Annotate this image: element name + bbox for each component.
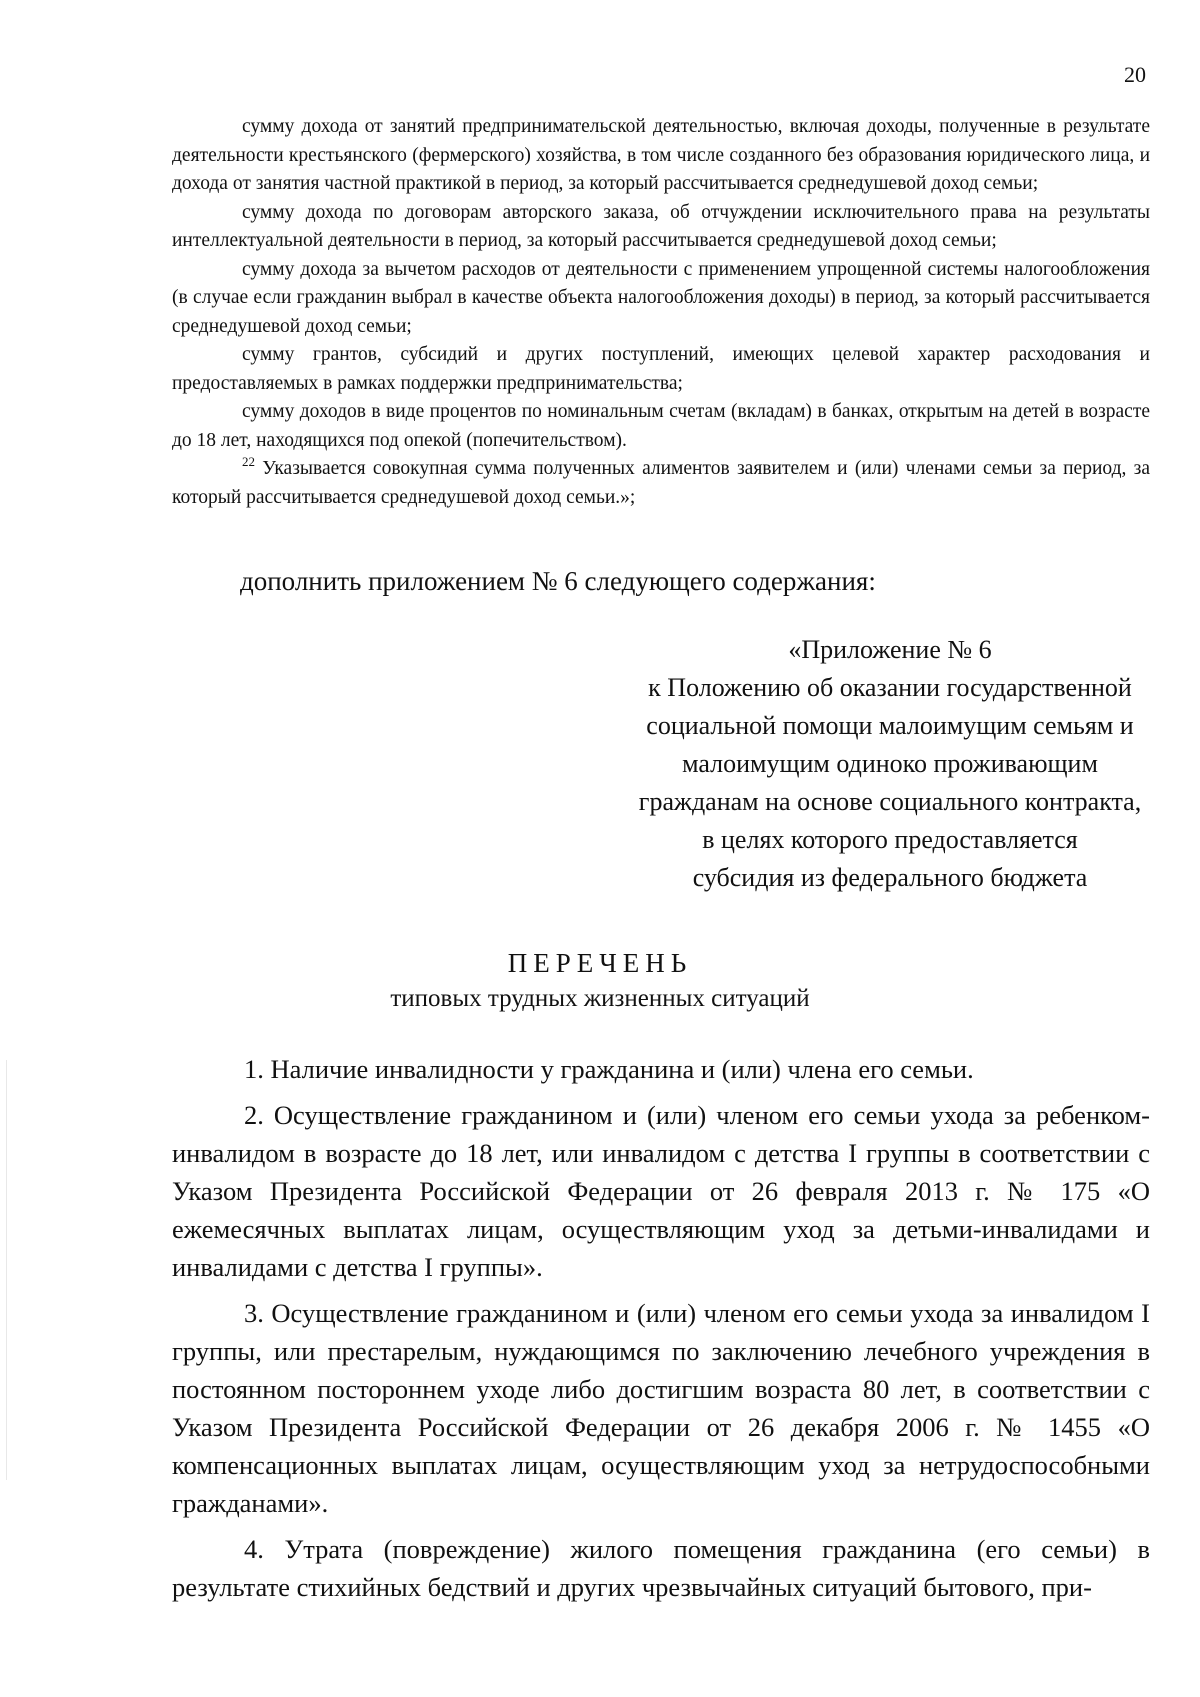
list-item: 4. Утрата (повреждение) жилого помещения гражданина (его семьи) в результате стихийных бедствий и других чрезвычайных ситуаций бытового, при- [172,1534,1150,1602]
list-title: ПЕРЕЧЕНЬ [507,948,693,978]
footnote-paragraph: сумму дохода за вычетом расходов от деятельности с применением упрощенной системы налогообложения (в случае если гражданин выбрал в качестве объекта налогообложения доходы) в период, за который рассчитывается среднедушевой доход семьи; [172,258,1150,337]
footnote-marker: 22 [242,454,255,469]
add-appendix-line: дополнить приложением № 6 следующего содержания: [240,566,876,596]
footnote-block [172,113,1150,512]
page-number: 20 [1124,62,1146,87]
appendix-line: к Положению об оказании государственной [648,673,1132,702]
scan-edge [6,1060,7,1480]
situations-list [172,1050,1150,1614]
list-subtitle: типовых трудных жизненных ситуаций [390,985,810,1012]
appendix-line: «Приложение № 6 [788,635,992,664]
footnote-paragraph: сумму дохода от занятий предпринимательской деятельностью, включая доходы, полученные в результате деятельности крестьянского (фермерского) хозяйства, в том числе созданного без образования юридического лица, и дохода от занятия частной практикой в период, за который рассчитывается среднедушевой доход семьи; [172,116,1150,194]
appendix-line: гражданам на основе социального контракта, [638,787,1142,816]
appendix-header [560,631,1200,897]
list-item: 3. Осуществление гражданином и (или) членом его семьи ухода за инвалидом I группы, или престарелым, нуждающимся по заключению лечебного учреждения в постоянном постороннем уходе либо достигшим возраста 80 лет, в соответствии с Указом Президента Российской Федерации от 26 декабря 2006 г. № 1455 «О компенсационных выплатах лицам, осуществляющим уход за нетрудоспособными гражданами». [172,1298,1150,1518]
list-item: 1. Наличие инвалидности у гражданина и (или) члена его семьи. [244,1054,974,1084]
appendix-line: малоимущим одиноко проживающим [682,749,1098,778]
appendix-line: субсидия из федерального бюджета [692,863,1088,892]
list-item: 2. Осуществление гражданином и (или) членом его семьи ухода за ребенком-инвалидом в возрасте до 18 лет, или инвалидом с детства I группы в соответствии с Указом Президента Российской Федерации от 26 февраля 2013 г. № 175 «О ежемесячных выплатах лицам, осуществляющим уход за детьми-инвалидами и инвалидами с детства I группы». [172,1100,1150,1282]
appendix-line: в целях которого предоставляется [702,825,1078,854]
footnote-22-text: Указывается совокупная сумма полученных алиментов заявителем и (или) членами семьи за период, за который рассчитывается среднедушевой доход семьи.»; [172,458,1150,508]
footnote-paragraph: сумму дохода по договорам авторского заказа, об отчуждении исключительного права на результаты интеллектуальной деятельности в период, за который рассчитывается среднедушевой доход семьи; [172,201,1150,251]
footnote-22 [172,455,1150,512]
footnote-paragraph: сумму доходов в виде процентов по номинальным счетам (вкладам) в банках, открытым на детей в возрасте до 18 лет, находящихся под опекой (попечительством). [172,401,1150,451]
footnote-paragraph: сумму грантов, субсидий и других поступлений, имеющих целевой характер расходования и предоставляемых в рамках поддержки предпринимательства; [172,344,1150,394]
appendix-line: социальной помощи малоимущим семьям и [646,711,1134,740]
